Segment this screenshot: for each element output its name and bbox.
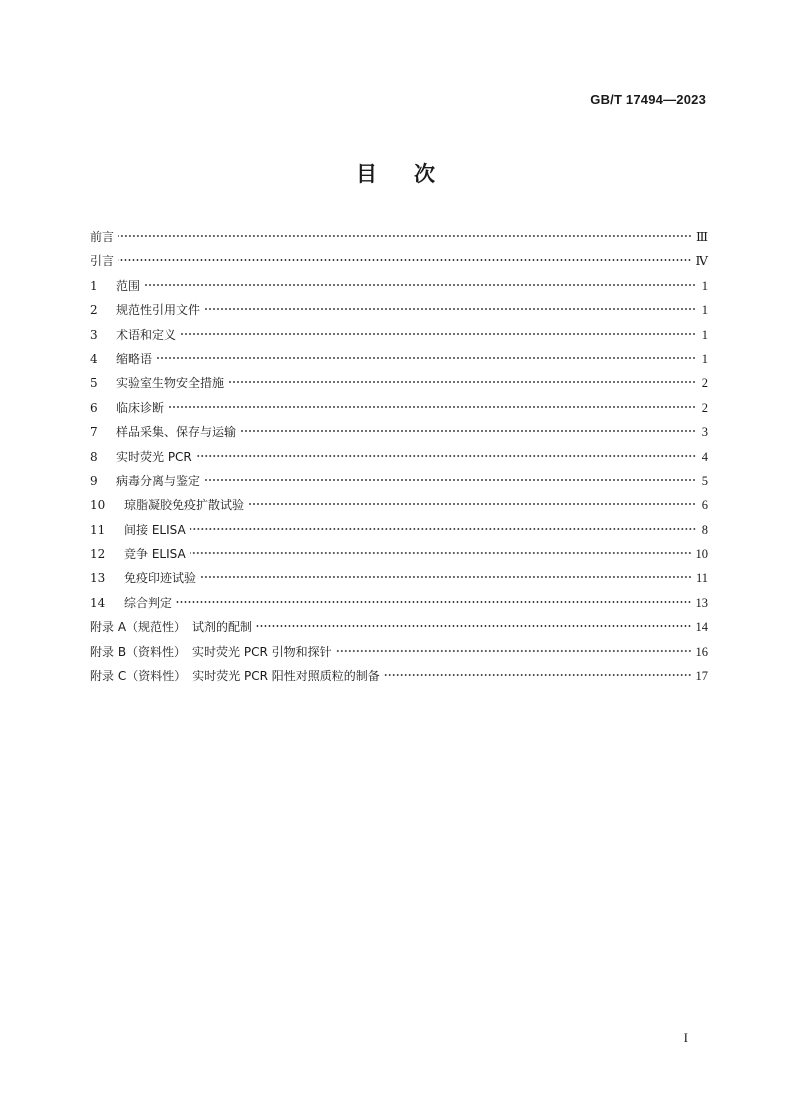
toc-entry-4[interactable] xyxy=(90,348,708,372)
toc-dot-leader xyxy=(176,600,691,604)
toc-entry-page: 13 xyxy=(695,595,708,610)
toc-dot-leader xyxy=(144,283,696,287)
toc-entry-label: 范围 xyxy=(116,278,141,293)
toc-entry-page: 5 xyxy=(701,473,708,488)
toc-entry-11[interactable] xyxy=(90,519,708,543)
toc-entry-page: Ⅳ xyxy=(695,254,708,269)
toc-entry-number: 5 xyxy=(90,376,98,391)
toc-entry-label: 实验室生物安全措施 xyxy=(116,376,225,391)
toc-entry-page: 2 xyxy=(701,376,708,391)
toc-entry-13[interactable] xyxy=(90,567,708,591)
toc-entry-page: 6 xyxy=(701,498,708,513)
toc-entry-label: 综合判定 xyxy=(124,595,173,610)
toc-entry-appendix-b[interactable] xyxy=(90,641,708,665)
toc-entry-number: 11 xyxy=(90,522,106,537)
toc-entry-page: 14 xyxy=(695,620,708,635)
toc-entry-number: 3 xyxy=(90,327,98,342)
toc-entry-page: 1 xyxy=(701,327,708,342)
toc-entry-page: 10 xyxy=(695,547,708,562)
toc-entry-page: 2 xyxy=(701,400,708,415)
toc-entry-3[interactable] xyxy=(90,324,708,348)
toc-entry-number: 10 xyxy=(90,498,106,513)
toc-title-part1: 目 xyxy=(356,162,378,186)
toc-entry-appendix-c[interactable] xyxy=(90,665,708,689)
toc-entry-6[interactable] xyxy=(90,397,708,421)
toc-entry-foreword[interactable] xyxy=(90,226,708,250)
toc-entry-number: 1 xyxy=(90,278,98,293)
page-number: I xyxy=(683,1030,688,1045)
toc-entry-label: 实时荧光 PCR xyxy=(116,449,192,464)
toc-entry-label: 临床诊断 xyxy=(116,400,165,415)
toc-entry-number: 8 xyxy=(90,449,98,464)
toc-dot-leader xyxy=(190,527,696,531)
toc-dot-leader xyxy=(200,575,692,579)
toc-entry-14[interactable] xyxy=(90,592,708,616)
toc-dot-leader xyxy=(248,502,696,506)
toc-dot-leader xyxy=(196,454,696,458)
toc-dot-leader xyxy=(256,624,691,628)
toc-dot-leader xyxy=(190,551,692,555)
toc-dot-leader xyxy=(204,478,696,482)
toc-dot-leader xyxy=(204,307,696,311)
toc-dot-leader xyxy=(118,234,692,238)
toc-entry-label: 前言 xyxy=(90,230,115,244)
toc-entry-8[interactable] xyxy=(90,446,708,470)
toc-dot-leader xyxy=(228,380,696,384)
toc-entry-number: 14 xyxy=(90,595,106,610)
toc-entry-9[interactable] xyxy=(90,470,708,494)
toc-entry-10[interactable] xyxy=(90,494,708,518)
toc-dot-leader xyxy=(240,429,696,433)
toc-entry-number: 6 xyxy=(90,400,98,415)
toc-entry-label: 术语和定义 xyxy=(116,327,177,342)
toc-entry-introduction[interactable] xyxy=(90,250,708,274)
toc-entry-label: 间接 ELISA xyxy=(124,522,186,537)
toc-entry-label: 规范性引用文件 xyxy=(116,303,201,318)
toc-entry-1[interactable] xyxy=(90,275,708,299)
toc-dot-leader xyxy=(384,673,692,677)
toc-entry-label: 缩略语 xyxy=(116,351,153,366)
toc-list xyxy=(90,226,708,689)
toc-dot-leader xyxy=(156,356,696,360)
toc-entry-number: 7 xyxy=(90,425,98,440)
toc-title xyxy=(0,158,792,188)
toc-entry-page: 1 xyxy=(701,351,708,366)
toc-entry-5[interactable] xyxy=(90,372,708,396)
toc-entry-page: Ⅲ xyxy=(695,230,708,244)
toc-entry-page: 17 xyxy=(695,669,708,684)
toc-entry-label: 免疫印迹试验 xyxy=(124,571,197,586)
toc-dot-leader xyxy=(336,649,692,653)
toc-entry-number: 2 xyxy=(90,303,98,318)
toc-entry-page: 16 xyxy=(695,644,708,659)
toc-entry-number: 9 xyxy=(90,473,98,488)
toc-entry-page: 1 xyxy=(701,278,708,293)
toc-entry-page: 1 xyxy=(701,303,708,318)
toc-entry-label: 病毒分离与鉴定 xyxy=(116,473,201,488)
standard-number: GB/T 17494—2023 xyxy=(590,92,706,107)
toc-entry-label: 样品采集、保存与运输 xyxy=(116,425,237,440)
toc-title-part2: 次 xyxy=(414,162,436,186)
toc-entry-label: 附录 A（规范性） 试剂的配制 xyxy=(90,620,253,635)
toc-entry-number: 12 xyxy=(90,547,106,562)
toc-entry-2[interactable] xyxy=(90,299,708,323)
toc-entry-label: 竞争 ELISA xyxy=(124,547,186,562)
toc-entry-page: 3 xyxy=(701,425,708,440)
toc-entry-label: 附录 C（资料性） 实时荧光 PCR 阳性对照质粒的制备 xyxy=(90,669,380,684)
toc-entry-page: 4 xyxy=(701,449,708,464)
toc-entry-label: 附录 B（资料性） 实时荧光 PCR 引物和探针 xyxy=(90,644,332,659)
toc-entry-7[interactable] xyxy=(90,421,708,445)
toc-dot-leader xyxy=(118,258,691,262)
toc-entry-number: 13 xyxy=(90,571,106,586)
toc-entry-label: 琼脂凝胶免疫扩散试验 xyxy=(124,498,245,513)
toc-entry-page: 11 xyxy=(695,571,708,586)
toc-entry-appendix-a[interactable] xyxy=(90,616,708,640)
toc-entry-label: 引言 xyxy=(90,254,115,269)
toc-entry-number: 4 xyxy=(90,351,98,366)
toc-dot-leader xyxy=(180,332,696,336)
toc-entry-12[interactable] xyxy=(90,543,708,567)
toc-dot-leader xyxy=(168,405,696,409)
toc-entry-page: 8 xyxy=(701,522,708,537)
